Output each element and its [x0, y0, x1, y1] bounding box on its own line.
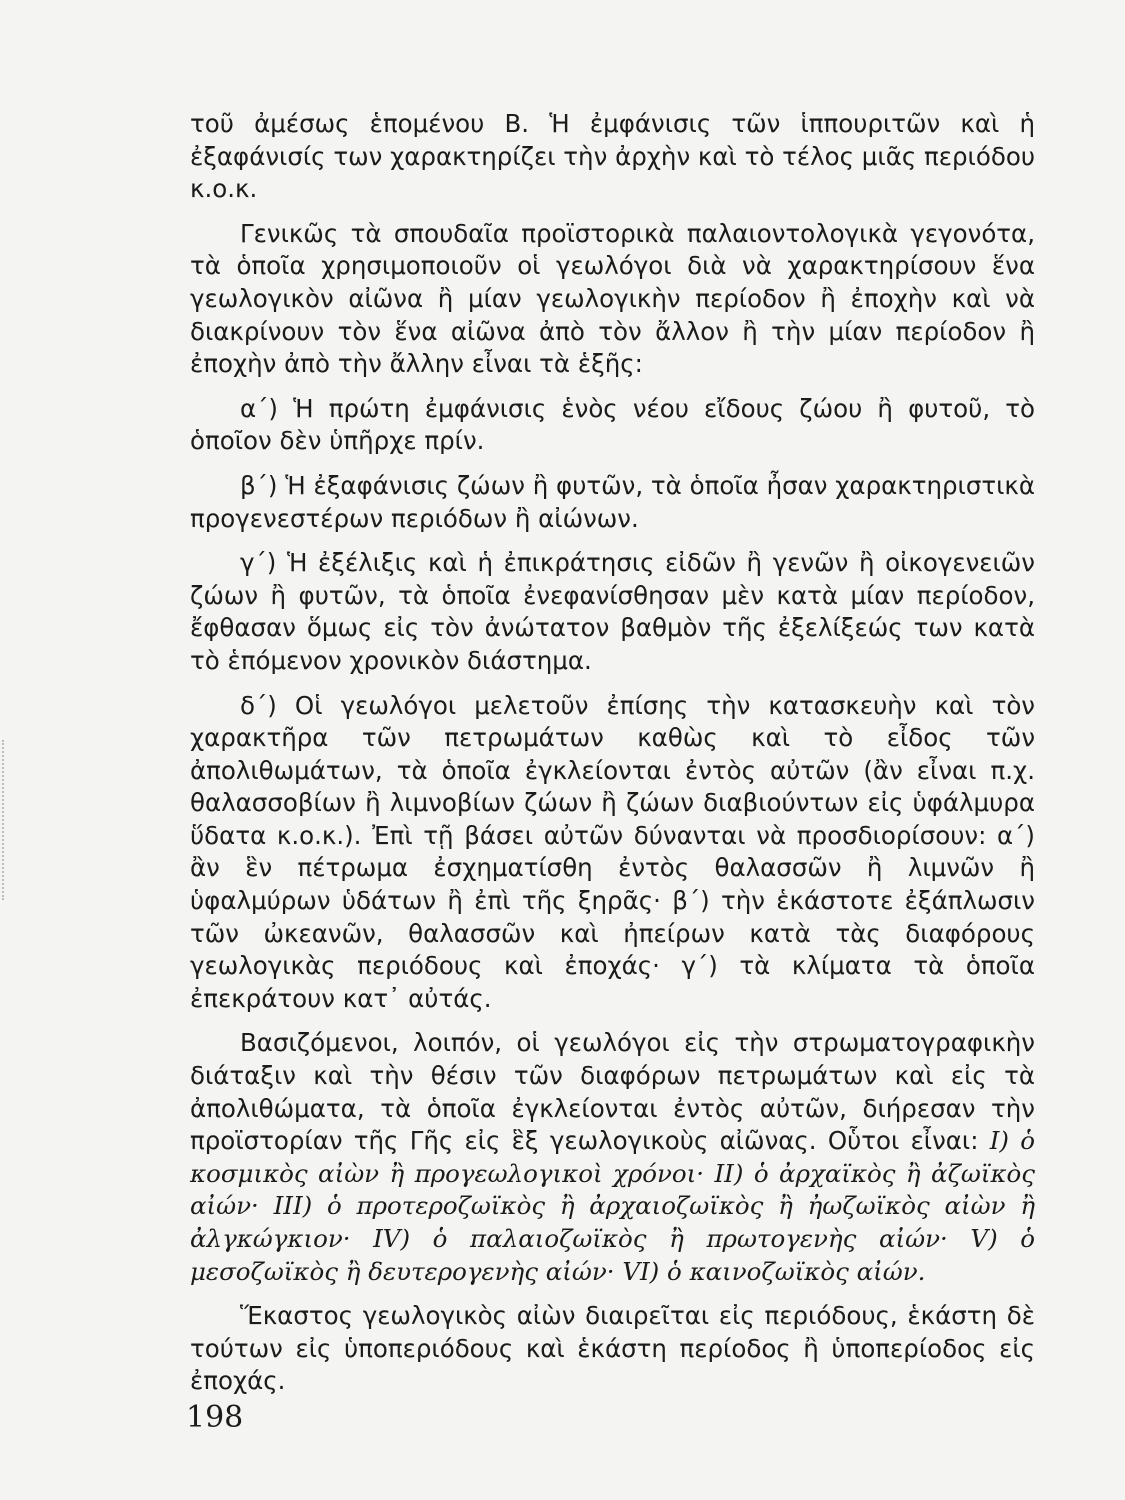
paragraph-criteria-intro: Γενικῶς τὰ σπουδαῖα προϊστορικὰ παλαιοντολογικὰ γεγονότα, τὰ ὁποῖα χρησιμοποιοῦν οἱ γεωλόγοι διὰ νὰ χαρακτηρίσουν ἕνα γεωλογικὸν αἰῶνα ἢ μίαν γεωλογικὴν περίοδον ἢ ἐποχὴν καὶ νὰ διακρίνουν τὸν ἕνα αἰῶνα ἀπὸ τὸν ἄλλον ἢ τὴν μίαν περίοδον ἢ ἐποχὴν ἀπὸ τὴν ἄλλην εἶναι τὰ ἑξῆς:: [190, 218, 1035, 379]
paragraph-criterion-a: α΄) Ἡ πρώτη ἐμφάνισις ἑνὸς νέου εἴδους ζώου ἢ φυτοῦ, τὸ ὁποῖον δὲν ὑπῆρχε πρίν.: [190, 393, 1035, 456]
paragraph-criterion-d: δ΄) Οἱ γεωλόγοι μελετοῦν ἐπίσης τὴν κατασκευὴν καὶ τὸν χαρακτῆρα τῶν πετρωμάτων καθὼς καὶ τὸ εἶδος τῶν ἀπολιθωμάτων, τὰ ὁποῖα ἐγκλείονται ἐντὸς αὐτῶν (ἂν εἶναι π.χ. θαλασσοβίων ἢ λιμνοβίων ζώων ἢ ζώων διαβιούντων εἰς ὑφάλμυρα ὕδατα κ.ο.κ.). Ἐπὶ τῇ βάσει αὐτῶν δύνανται νὰ προσδιορίσουν: α΄) ἂν ἓν πέτρωμα ἐσχηματίσθη ἐντὸς θαλασσῶν ἢ λιμνῶν ἢ ὑφαλμύρων ὑδάτων ἢ ἐπὶ τῆς ξηρᾶς· β΄) τὴν ἑκάστοτε ἐξάπλωσιν τῶν ὠκεανῶν, θαλασσῶν καὶ ἠπείρων κατὰ τὰς διαφόρους γεωλογικὰς περιόδους καὶ ἐποχάς· γ΄) τὰ κλίματα τὰ ὁποῖα ἐπεκράτουν κατ᾽ αὐτάς.: [190, 690, 1035, 1013]
paragraph-continued: τοῦ ἀμέσως ἑπομένου Β. Ἡ ἐμφάνισις τῶν ἱππουριτῶν καὶ ἡ ἐξαφάνισίς των χαρακτηρίζει τὴν ἀρχὴν καὶ τὸ τέλος μιᾶς περιόδου κ.ο.κ.: [190, 109, 1035, 204]
paragraph-aeons: [190, 1027, 1035, 1288]
paragraph-subdivisions: Ἕκαστος γεωλογικὸς αἰὼν διαιρεῖται εἰς περιόδους, ἑκάστη δὲ τούτων εἰς ὑποπεριόδους καὶ ἑκάστη περίοδος ἢ ὑποπερίοδος εἰς ἐποχάς.: [190, 1301, 1035, 1396]
paragraph-criterion-b: β΄) Ἡ ἐξαφάνισις ζώων ἢ φυτῶν, τὰ ὁποῖα ἦσαν χαρακτηριστικὰ προγενεστέρων περιόδων ἢ αἰώνων.: [190, 470, 1035, 533]
margin-scan-mark: [2, 740, 6, 900]
body-text: [190, 108, 1035, 1410]
paragraph-criterion-c: γ΄) Ἡ ἐξέλιξις καὶ ἡ ἐπικράτησις εἰδῶν ἢ γενῶν ἢ οἰκογενειῶν ζώων ἢ φυτῶν, τὰ ὁποῖα ἐνεφανίσθησαν μὲν κατὰ μίαν περίοδον, ἔφθασαν ὅμως εἰς τὸν ἀνώτατον βαθμὸν τῆς ἐξελίξεώς των κατὰ τὸ ἑπόμενον χρονικὸν διάστημα.: [190, 548, 1035, 675]
aeons-list-italic: I) ὁ κοσμικὸς αἰὼν ἢ προγεωλογικοὶ χρόνοι· II) ὁ ἀρχαϊκὸς ἢ ἀζωϊκὸς αἰών· III) ὁ προτεροζωϊκὸς ἢ ἀρχαιοζωϊκὸς ἢ ἠωζωϊκὸς αἰὼν ἢ ἀλγκώγκιον· IV) ὁ παλαιοζωϊκὸς ἢ πρωτογενὴς αἰών· V) ὁ μεσοζωϊκὸς ἢ δευτερογενὴς αἰών· VI) ὁ καινοζωϊκὸς αἰών.: [190, 1126, 1035, 1286]
page-number: 198: [186, 1400, 244, 1435]
aeons-intro-text: Βασιζόμενοι, λοιπόν, οἱ γεωλόγοι εἰς τὴν στρωματογραφικὴν διάταξιν καὶ τὴν θέσιν τῶν διαφόρων πετρωμάτων καὶ εἰς τὰ ἀπολιθώματα, τὰ ὁποῖα ἐγκλείονται ἐντὸς αὐτῶν, διήρεσαν τὴν προϊστορίαν τῆς Γῆς εἰς ἓξ γεωλογικοὺς αἰῶνας. Οὗτοι εἶναι:: [190, 1028, 1035, 1156]
